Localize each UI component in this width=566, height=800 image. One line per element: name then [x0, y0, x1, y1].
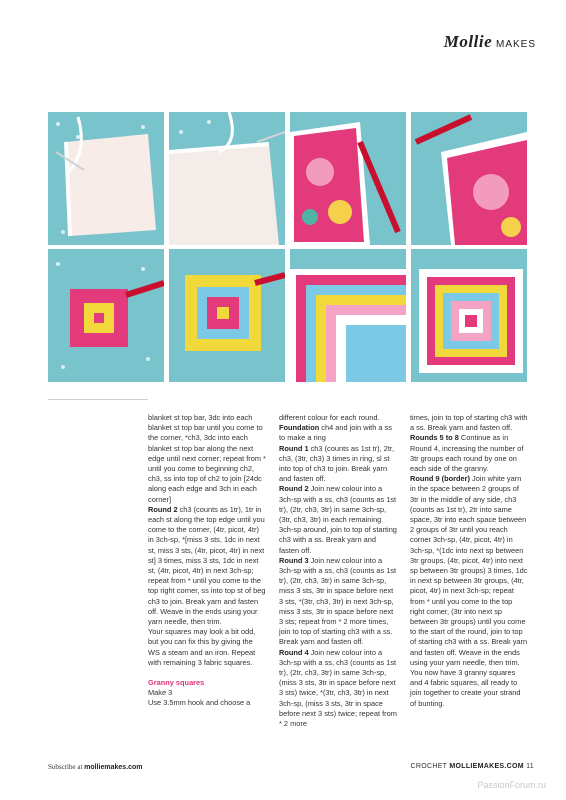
fabric-blanket-stitch-photo [48, 112, 164, 245]
step-photo-3 [290, 112, 406, 245]
column-1 [148, 413, 266, 709]
round-9-text: Join white yarn in the space between 2 groups of 3tr in the middle of any side, ch3 (counts as 1st tr), 2tr into same space, 3tr into each space between 2 groups of 3tr until you reach corner 3ch-sp, (4tr, picot, 4tr) in 3ch-sp, *(1dc into next sp between 3tr groups, (4tr, picot, 4tr) into next sp between 3tr groups) 3 times, 1dc in next sp between 3tr groups, (4tr, picot, 4tr) in next 3ch-sp; repeat from * until you come to the top right corner, (3tr into next sp between 3tr groups) until you come to the start of the round, join to top of starting ch3 with a ss. Break yarn and fasten off. Weave in the ends using your yarn needle, then trim. [410, 474, 528, 667]
footer-subscribe [48, 763, 143, 771]
footer-section [411, 763, 534, 770]
step-photo-4 [411, 112, 527, 245]
round-1-label: Round 1 [279, 443, 309, 453]
granny-finished-photo [411, 249, 527, 382]
round-9-label: Round 9 (border) [410, 474, 470, 484]
col3-rounds-5-8 [410, 433, 528, 474]
col2-round-3 [279, 556, 397, 648]
floral-fabric-border-photo [411, 112, 527, 245]
watermark: PassionForum.ru [477, 780, 546, 790]
footer-subscribe-prefix: Subscribe at [48, 763, 85, 771]
col2-round-4 [279, 648, 397, 730]
brand-logo [444, 32, 536, 52]
rounds-5-8-text: Continue as in Round 4, increasing the number of 3tr groups each round by one on each side of the granny. [410, 433, 524, 474]
rounds-5-8-label: Rounds 5 to 8 [410, 433, 459, 443]
round-4-text: Join new colour into a 3ch-sp with a ss, ch3 (counts as 1st tr), (2tr, ch3, 3tr) in same 3ch-sp, (miss 3 sts, 3tr in space before next 3 sts) twice, *(3tr, ch3, 3tr) in next 3ch-sp, (miss 3 sts, 3tr in space before next 3 sts) twice; repeat from * 2 more [279, 647, 397, 729]
step-photo-2 [169, 112, 285, 245]
granny-photo-4 [411, 249, 527, 382]
floral-fabric-hook-photo [290, 112, 406, 245]
column-3 [410, 413, 528, 709]
page-number: 11 [526, 763, 534, 770]
granny-large-photo [290, 249, 406, 382]
instructions-columns [148, 413, 528, 743]
col2-para-1: different colour for each round. [279, 413, 380, 422]
hook-instruction: Use 3.5mm hook and choose a [148, 698, 251, 708]
col1-round-2 [148, 505, 266, 627]
make-count: Make 3 [148, 688, 173, 698]
col3-round-9 [410, 474, 528, 668]
footer-subscribe-link[interactable]: molliemakes.com [84, 764, 143, 771]
col2-foundation [279, 423, 397, 443]
granny-photo-3 [290, 249, 406, 382]
round-3-text: Join new colour into a 3ch-sp with a ss, ch3 (counts as 1st tr), (2tr, ch3, 3tr) in same 3ch-sp, miss 3 sts, 3tr in space before next 3 sts, *(3tr, ch3, 3tr) in next 3ch-sp, miss 3 sts, 3tr in space before next 3 sts; repeat from * 2 more times, join to top of starting ch3 with a ss. Break yarn and fasten off. [279, 555, 397, 647]
round-2-label: Round 2 [148, 504, 178, 514]
column-2 [279, 413, 397, 729]
col2-round-1 [279, 444, 397, 485]
granny-photo-2 [169, 249, 285, 382]
foundation-label: Foundation [279, 423, 320, 433]
round-1-text: ch3 (counts as 1st tr), 2tr, ch3, (3tr, ch3) 3 times in ring, sl st into top of ch3 to join. Break yarn and fasten off. [279, 443, 394, 484]
round-4-label: Round 4 [279, 647, 309, 657]
col1-para-1: blanket st top bar, 3dc into each blanket st top bar until you come to the corner, *ch3, 3dc into each blanket st top bar along the next edge until next corner; repeat from * until you come to beginning ch2, ch3, ss into top of ch2 to join [24dc along each edge and 3ch in each corner] [148, 413, 266, 504]
foundation-text: ch4 and join with a ss to make a ring [279, 423, 392, 443]
footer-site-link[interactable]: MOLLIEMAKES.COM [449, 763, 524, 770]
step-photo-1 [48, 112, 164, 245]
brand-script: Mollie [443, 32, 493, 51]
granny-photo-1 [48, 249, 164, 382]
round-3-label: Round 3 [279, 555, 309, 565]
col3-para-1: times, join to top of starting ch3 with a ss. Break yarn and fasten off. [410, 413, 528, 433]
round-2-text: ch3 (counts as 1tr), 1tr in each st along the top edge until you come to the corner, (4tr, picot, 4tr) in 3ch-sp, *[miss 3 sts, 1dc in next st, miss 3 sts, (4tr, picot, 4tr) in next st] 3 times, miss 3 sts, 1dc in next st, (4tr, picot, 4tr) in next 3ch-sp; repeat from * until you come to the top right corner, ss into top st of beg ch3 to join. Break yarn and fasten off. Weave in the ends using your yarn needle, then trim. [148, 504, 266, 627]
photo-grid [48, 112, 518, 382]
round-2-label: Round 2 [279, 484, 309, 494]
granny-squares-heading: Granny squares [148, 678, 205, 688]
section-divider [48, 399, 148, 400]
granny-round-2-photo [48, 249, 164, 382]
brand-caps: MAKES [495, 39, 536, 50]
col1-para-3: Your squares may look a bit odd, but you can fix this by giving the WS a steam and an iron. Repeat with remaining 3 fabric squares. [148, 627, 256, 667]
footer-section-label: CROCHET [410, 763, 450, 770]
fabric-edge-photo [169, 112, 285, 245]
granny-round-3-photo [169, 249, 285, 382]
col2-round-2 [279, 484, 397, 555]
col3-para-4: You now have 3 granny squares and 4 fabric squares, all ready to join together to create your strand of bunting. [410, 668, 521, 708]
round-2-text: Join new colour into a 3ch-sp with a ss, ch3 (counts as 1st tr), (2tr, ch3, 3tr) in same 3ch-sp, (3tr, ch3, 3tr) in each remaining 3ch-sp around, join to top of starting ch3 with a ss. Break yarn and fasten off. [279, 484, 397, 555]
